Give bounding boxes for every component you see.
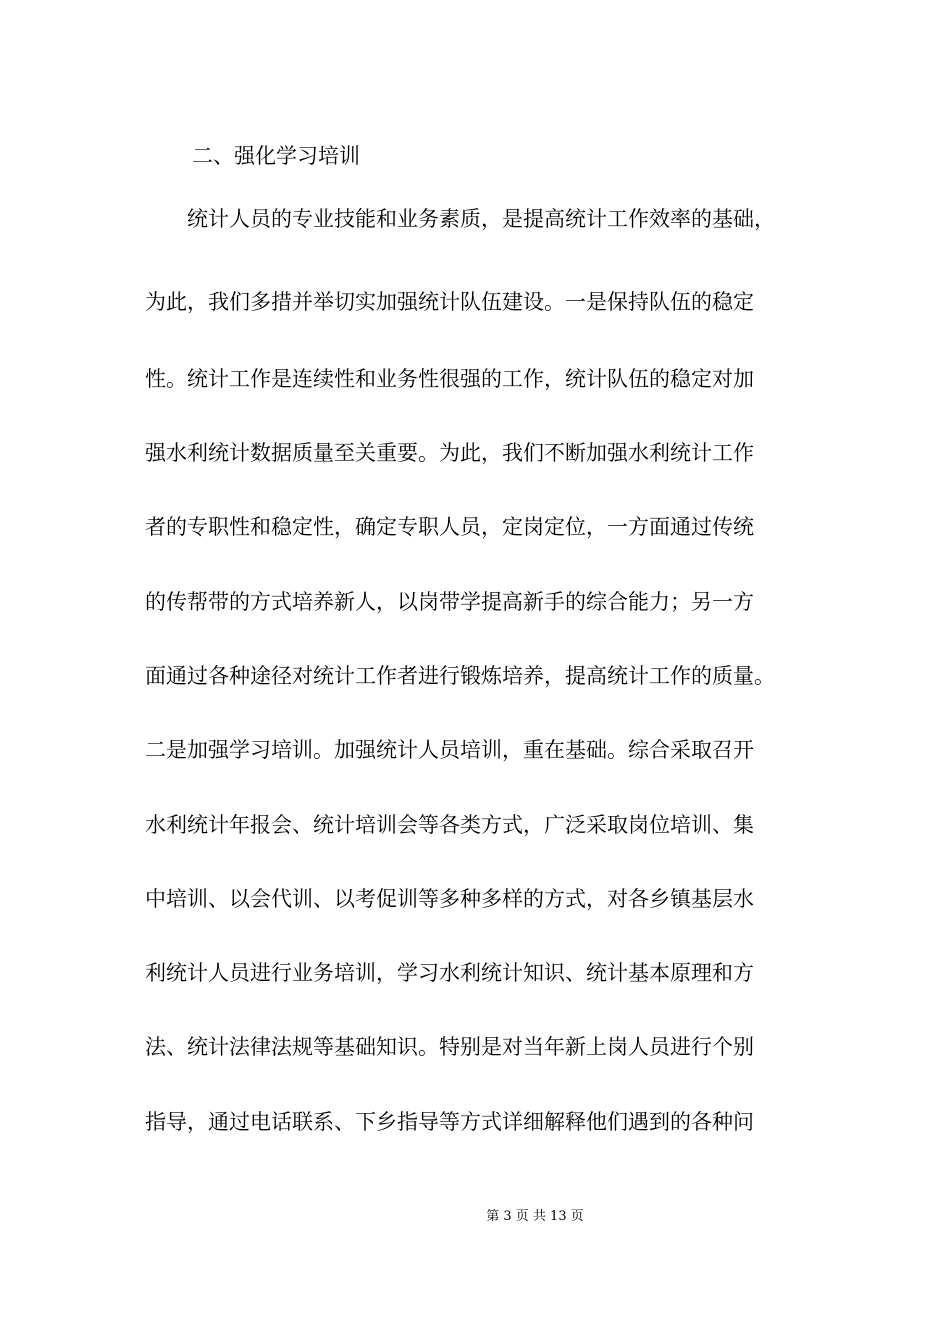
body-line-11: 利统计人员进行业务培训，学习水利统计知识、统计基本原理和方 [145, 961, 754, 985]
body-line-3: 性。统计工作是连续性和业务性很强的工作，统计队伍的稳定对加 [145, 367, 754, 391]
body-line-10: 中培训、以会代训、以考促训等多种多样的方式，对各乡镇基层水 [145, 887, 754, 911]
section-heading: 二、强化学习培训 [192, 144, 360, 168]
body-line-6: 的传帮带的方式培养新人，以岗带学提高新手的综合能力；另一方 [145, 590, 754, 614]
body-line-2: 为此，我们多措并举切实加强统计队伍建设。一是保持队伍的稳定 [145, 290, 754, 314]
body-line-13: 指导，通过电话联系、下乡指导等方式详细解释他们遇到的各种问 [145, 1110, 754, 1134]
body-line-1: 统计人员的专业技能和业务素质，是提高统计工作效率的基础， [145, 207, 775, 231]
body-line-8: 二是加强学习培训。加强统计人员培训，重在基础。综合采取召开 [145, 738, 754, 762]
page-number-footer: 第 3 页 共 13 页 [486, 1209, 584, 1224]
body-line-5: 者的专职性和稳定性，确定专职人员，定岗定位，一方面通过传统 [145, 515, 754, 539]
body-line-4: 强水利统计数据质量至关重要。为此，我们不断加强水利统计工作 [145, 441, 754, 465]
body-line-9: 水利统计年报会、统计培训会等各类方式，广泛采取岗位培训、集 [145, 813, 754, 837]
body-line-7: 面通过各种途径对统计工作者进行锻炼培养，提高统计工作的质量。 [145, 664, 775, 688]
body-line-12: 法、统计法律法规等基础知识。特别是对当年新上岗人员进行个别 [145, 1035, 754, 1059]
